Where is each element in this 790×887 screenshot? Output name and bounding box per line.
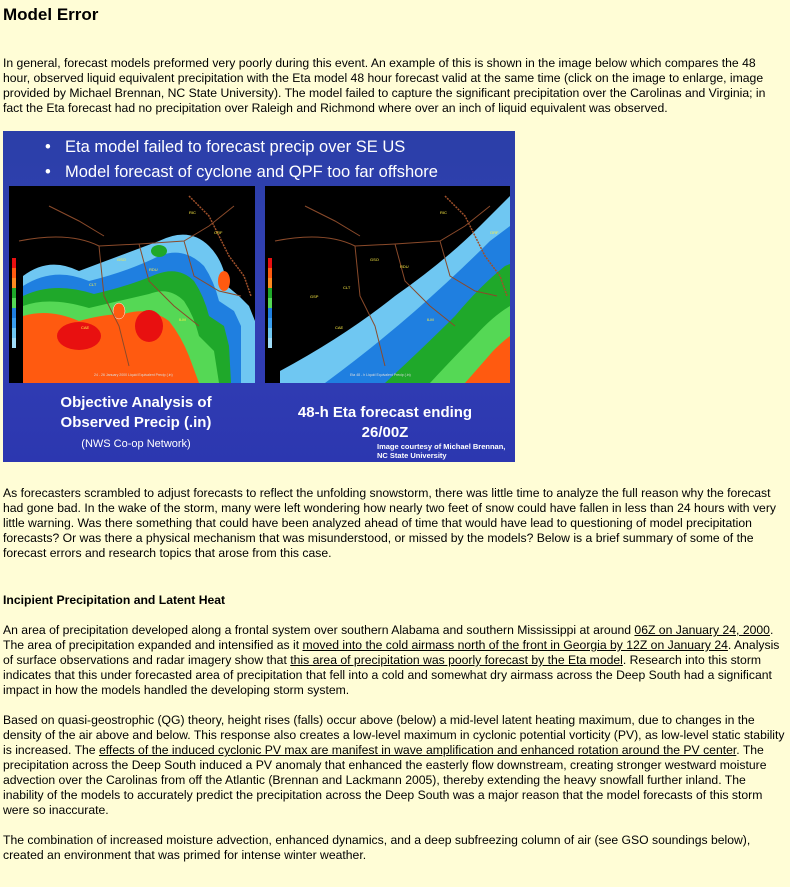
section-heading: Incipient Precipitation and Latent Heat <box>3 593 226 607</box>
svg-text:CLT: CLT <box>343 285 351 290</box>
right-caption-line-2: 26/00Z <box>361 424 409 441</box>
link-poorly-forecast-eta[interactable]: this area of precipitation was poorly forecast by the Eta model <box>290 653 623 667</box>
incipient-precip-paragraph: An area of precipitation developed along a frontal system over southern Alabama and southern Mississippi at around 06Z on January 24, 2000. The area of precipitation expanded and intensified as it moved into the cold airmass north of the front in Georgia by 12Z on January 24. Analysis of surface observations and radar imagery show that this area of precipitation was poorly forecast by the Eta model. Research into this storm indicates that this under forecasted area of precipitation that fell into a cold and somewhat dry airmass across the Deep South had a significant impact in how the models handled the developing storm system. <box>3 623 780 697</box>
observed-precip-map <box>9 186 255 383</box>
svg-text:CAE: CAE <box>335 325 344 330</box>
left-caption-line-1: Objective Analysis of <box>60 394 212 411</box>
figure-bullets <box>45 135 438 185</box>
precip-comparison-figure[interactable] <box>3 131 515 462</box>
page <box>0 5 790 863</box>
right-caption-line-1: 48-h Eta forecast ending <box>297 404 473 421</box>
figure-bullet-1: • Eta model failed to forecast precip over SE US <box>45 135 438 160</box>
svg-text:ILM: ILM <box>179 317 186 322</box>
link-cold-airmass-georgia[interactable]: moved into the cold airmass north of the front in Georgia by 12Z on January 24 <box>302 638 728 652</box>
svg-text:RIC: RIC <box>189 210 196 215</box>
svg-text:RDU: RDU <box>400 264 409 269</box>
svg-text:CLT: CLT <box>89 282 97 287</box>
svg-text:GSO: GSO <box>117 257 126 262</box>
forecast-paragraph: As forecasters scrambled to adjust forecasts to reflect the unfolding snowstorm, there was little time to analyze the full reason why the forecast had gone bad. In the wake of the storm, many were left wondering how nearly two feet of snow could have fallen in less than 24 hours with very little warning. Was there something that could have been analyzed ahead of time that would have lead to questioning of model precipitation forecasts? Or was there a physical mechanism that was misunderstood, or missed by the models? Below is a brief summary of some of the forecast errors and research topics that arose from this case. <box>3 486 776 560</box>
left-panel-label: 24 - 26 January 2000 Liquid Equivalent Precip (.in) <box>94 373 173 377</box>
eta-forecast-map <box>265 186 510 383</box>
right-caption <box>265 403 505 443</box>
moisture-advection-paragraph: The combination of increased moisture advection, enhanced dynamics, and a deep subfreezing column of air (see GSO soundings below), created an environment that was primed for intense winter weather. <box>3 833 751 862</box>
image-credit: Image courtesy of Michael Brennan, NC State University <box>377 442 506 460</box>
svg-text:GSO: GSO <box>370 257 379 262</box>
figure-bullet-2: • Model forecast of cyclone and QPF too far offshore <box>45 160 438 185</box>
svg-text:ILM: ILM <box>427 317 434 322</box>
page-title: Model Error <box>3 5 99 24</box>
svg-text:ORF: ORF <box>490 230 499 235</box>
svg-text:RDU: RDU <box>149 267 158 272</box>
link-06z-jan-24[interactable]: 06Z on January 24, 2000 <box>634 623 770 637</box>
left-caption-line-2: Observed Precip (.in) <box>60 414 212 431</box>
left-caption-source: (NWS Co-op Network) <box>81 438 191 450</box>
qg-theory-paragraph: Based on quasi-geostrophic (QG) theory, height rises (falls) occur above (below) a mid-level latent heating maximum, due to changes in the density of the air above and below. This response also creates a low-level maximum in cyclonic potential vorticity (PV), as low-level static stability is increased. The effects of the induced cyclonic PV max are manifest in wave amplification and enhanced rotation around the PV center. The precipitation across the Deep South induced a PV anomaly that enhanced the easterly flow downstream, creating stronger westward moisture advection over the Carolinas from off the Atlantic (Brennan and Lackmann 2005), thereby extending the heavy snowfall further inland. The inability of the models to accurately predict the precipitation across the Deep South was a major reason that the model forecasts of this storm were so inaccurate. <box>3 713 785 817</box>
intro-paragraph: In general, forecast models preformed very poorly during this event. An example of this is shown in the image below which compares the 48 hour, observed liquid equivalent precipitation with the Eta model 48 hour forecast valid at the same time (click on the image to enlarge, image provided by Michael Brennan, NC State University). The model failed to capture the significant precipitation over the Carolinas and Virginia; in fact the Eta forecast had no precipitation over Raleigh and Richmond where over an inch of liquid equivalent was observed. <box>3 56 766 115</box>
left-caption <box>23 393 249 433</box>
svg-text:GSP: GSP <box>310 294 319 299</box>
right-panel-label: Eta 48 - h Liquid Equivalent Precip (.in) <box>350 373 411 377</box>
svg-text:ORF: ORF <box>214 230 223 235</box>
svg-text:CAE: CAE <box>81 325 90 330</box>
link-pv-max-effects[interactable]: effects of the induced cyclonic PV max are manifest in wave amplification and enhanced rotation around the PV center <box>98 743 737 757</box>
svg-text:RIC: RIC <box>440 210 447 215</box>
